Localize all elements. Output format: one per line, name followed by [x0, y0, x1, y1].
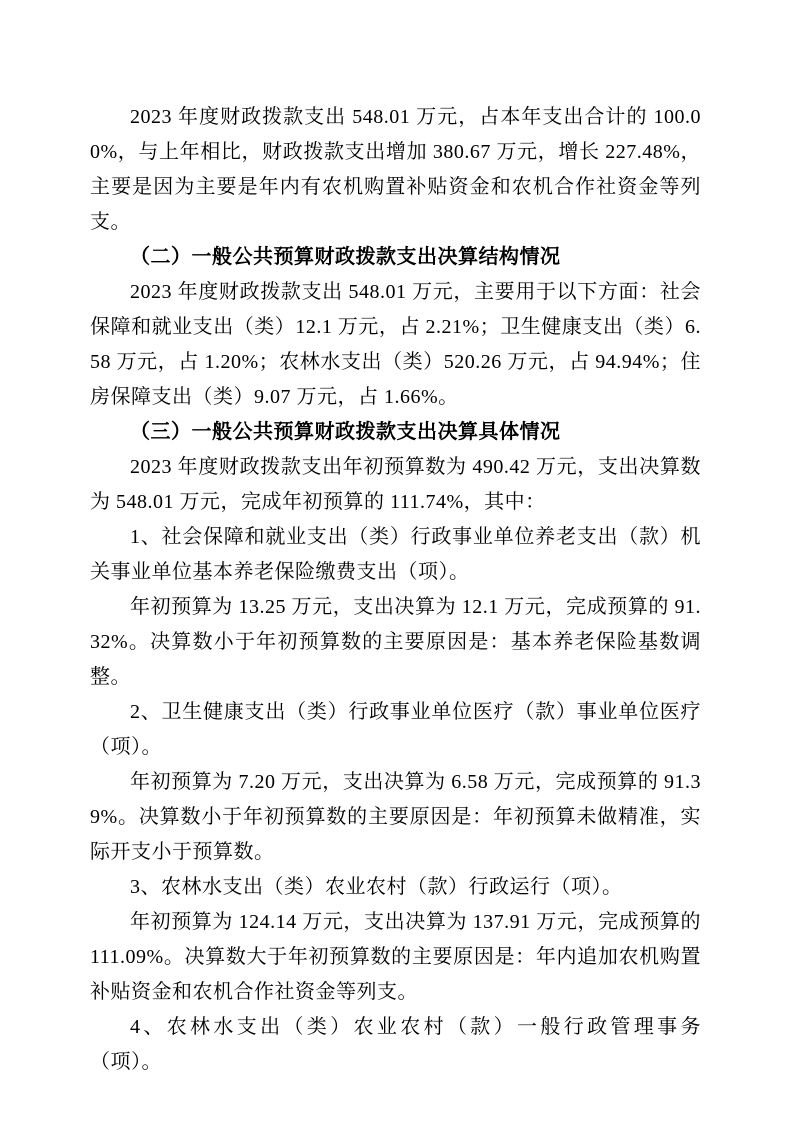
paragraph: 1、社会保障和就业支出（类）行政事业单位养老支出（款）机关事业单位基本养老保险缴费支出（项）。	[90, 526, 701, 583]
section-heading: （二）一般公共预算财政拨款支出决算结构情况	[130, 246, 561, 268]
paragraph: 2023 年度财政拨款支出 548.01 万元，主要用于以下方面：社会保障和就业支出（类）12.1 万元，占 2.21%；卫生健康支出（类）6.58 万元，占 1.20%；农林水支出（类）520.26 万元，占 94.94%；住房保障支出（类）9.07 万元，占 1.66%。	[90, 281, 701, 408]
paragraph: 年初预算为 13.25 万元，支出决算为 12.1 万元，完成预算的 91.32%。决算数小于年初预算数的主要原因是：基本养老保险基数调整。	[90, 596, 701, 688]
document-content	[90, 100, 701, 1080]
paragraph: 年初预算为 124.14 万元，支出决算为 137.91 万元，完成预算的 111.09%。决算数大于年初预算数的主要原因是：年内追加农机购置补贴资金和农机合作社资金等列支。	[90, 911, 701, 1003]
paragraph: 2、卫生健康支出（类）行政事业单位医疗（款）事业单位医疗（项）。	[90, 701, 701, 758]
section-heading: （三）一般公共预算财政拨款支出决算具体情况	[130, 421, 561, 443]
paragraph: 2023 年度财政拨款支出 548.01 万元，占本年支出合计的 100.00%，与上年相比，财政拨款支出增加 380.67 万元，增长 227.48%，主要是因为主要是年内有农机购置补贴资金和农机合作社资金等列支。	[90, 106, 701, 233]
paragraph: 年初预算为 7.20 万元，支出决算为 6.58 万元，完成预算的 91.39%。决算数小于年初预算数的主要原因是：年初预算未做精准，实际开支小于预算数。	[90, 771, 701, 863]
paragraph: 3、农林水支出（类）农业农村（款）行政运行（项）。	[130, 876, 623, 898]
paragraph: 4、农林水支出（类）农业农村（款）一般行政管理事务（项）。	[90, 1016, 701, 1073]
paragraph: 2023 年度财政拨款支出年初预算数为 490.42 万元，支出决算数为 548.01 万元，完成年初预算的 111.74%，其中：	[90, 456, 701, 513]
